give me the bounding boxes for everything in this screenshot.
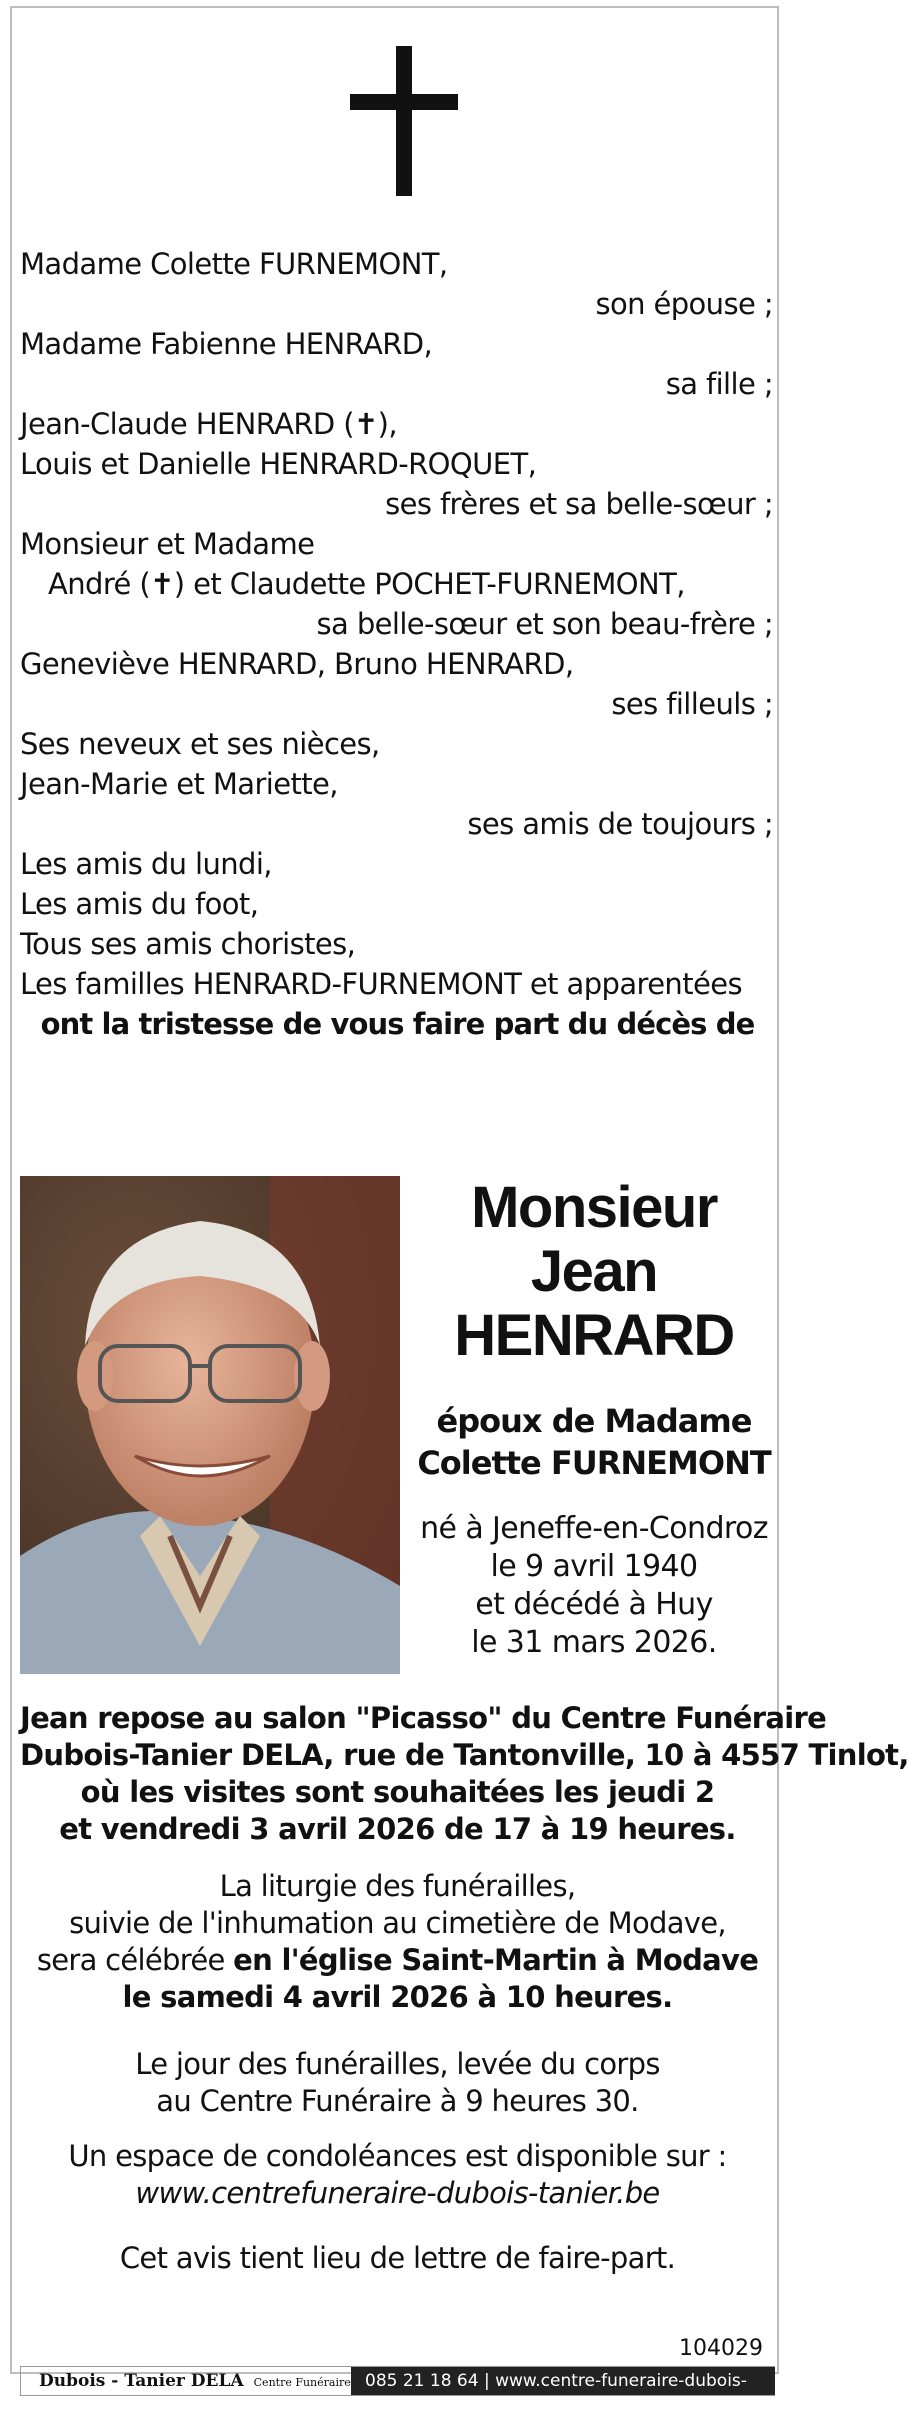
family-line: ont la tristesse de vous faire part du décès de — [40, 1007, 755, 1041]
family-line: ses frères et sa belle-sœur ; — [385, 487, 773, 521]
deceased-block — [412, 1176, 776, 1662]
portrait-photo — [20, 1176, 400, 1674]
condolences-link[interactable]: www.centrefuneraire-dubois-tanier.be — [135, 2176, 660, 2210]
family-line: son épouse ; — [595, 287, 773, 321]
family-line: Les amis du lundi, — [20, 847, 272, 881]
family-line: Tous ses amis choristes, — [20, 927, 356, 961]
family-line: Les amis du foot, — [20, 887, 259, 921]
family-line: Jean-Claude HENRARD (✝), — [20, 407, 398, 441]
family-line: Ses neveux et ses nièces, — [20, 727, 380, 761]
family-line: sa belle-sœur et son beau-frère ; — [316, 607, 773, 641]
departure-info: Le jour des funérailles, levée du corps au Centre Funéraire à 9 heures 30. — [135, 2047, 660, 2118]
family-line: ses filleuls ; — [611, 687, 773, 721]
family-line: Geneviève HENRARD, Bruno HENRARD, — [20, 647, 574, 681]
closing-note: Cet avis tient lieu de lettre de faire-part. — [119, 2241, 676, 2275]
condolences-info: Un espace de condoléances est disponible sur : www.centrefuneraire-dubois-tanier.be — [20, 2138, 775, 2212]
deceased-last-name: HENRARD — [454, 1303, 734, 1368]
family-line: sa fille ; — [665, 367, 773, 401]
cross-icon — [350, 46, 458, 196]
family-line: Madame Fabienne HENRARD, — [20, 327, 433, 361]
funeral-home-brand: Dubois - Tanier DELA Centre Funéraire — [39, 2371, 351, 2391]
family-list — [20, 244, 775, 1044]
visits-info: Jean repose au salon "Picasso" du Centre Funéraire Dubois-Tanier DELA, rue de Tantonville, 10 à 4557 Tinlot, où les visites sont souhaitées les jeudi 2 et vendredi 3 avril 2026 de 17 à 19 heures. — [20, 1701, 909, 1846]
deceased-first-name: Jean — [530, 1239, 658, 1304]
family-line: Madame Colette FURNEMONT, — [20, 247, 448, 281]
family-line: Louis et Danielle HENRARD-ROQUET, — [20, 447, 537, 481]
family-line: André (✝) et Claudette POCHET-FURNEMONT, — [48, 567, 685, 601]
obituary-notice — [10, 6, 909, 2419]
footer-contact[interactable]: 085 21 18 64 | www.centre-funeraire-dubois-tanier.be — [351, 2367, 775, 2395]
family-line: ses amis de toujours ; — [467, 807, 773, 841]
family-line: Jean-Marie et Mariette, — [20, 767, 338, 801]
birth-death-dates: né à Jeneffe-en-Condroz le 9 avril 1940 et décédé à Huy le 31 mars 2026. — [420, 1511, 768, 1660]
footer-bar — [20, 2366, 775, 2419]
spouse-info: époux de Madame Colette FURNEMONT — [417, 1402, 771, 1482]
deceased-title: Monsieur — [471, 1175, 717, 1240]
family-line: Monsieur et Madame — [20, 527, 315, 561]
family-line: Les familles HENRARD-FURNEMONT et apparentées — [20, 967, 742, 1001]
liturgy-info: La liturgie des funérailles, suivie de l'inhumation au cimetière de Modave, sera célébrée en l'église Saint-Martin à Modave le samedi 4 avril 2026 à 10 heures. — [36, 1869, 759, 2014]
reference-number: 104029 — [679, 2336, 763, 2361]
